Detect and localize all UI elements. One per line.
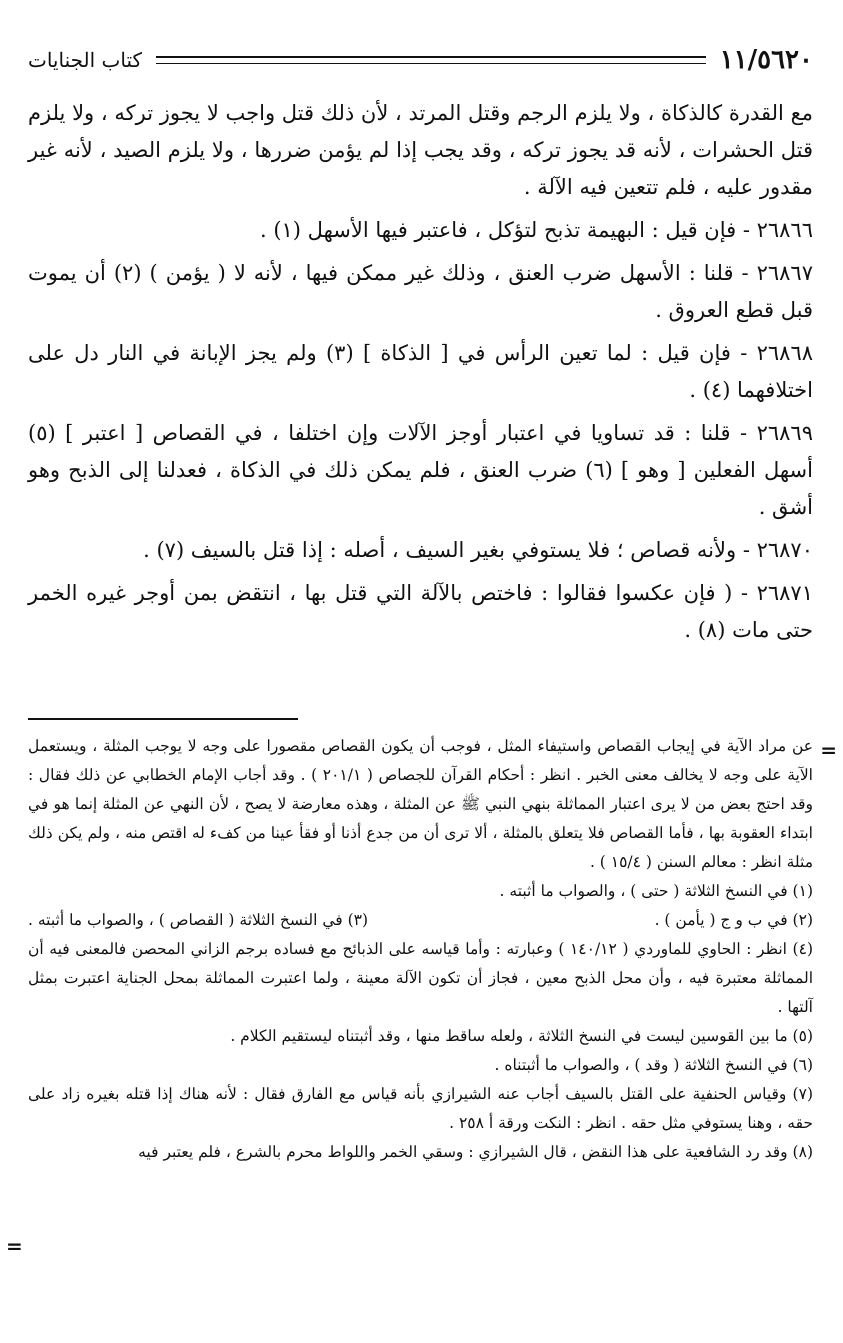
header-rule [156, 56, 706, 64]
running-header [28, 40, 813, 80]
footnote-6: (٦) في النسخ الثلاثة ( وقد ) ، والصواب ما أثبتناه . [494, 1056, 813, 1074]
footnote-7: (٧) وقياس الحنفية على القتل بالسيف أجاب عنه الشيرازي بأنه قياس مع الفارق فقال : لأنه هناك إذا قتله بغيره زاد على حقه ، وهنا يستوفي مثل حقه . انظر : النكت ورقة أ ٢٥٨ . [28, 1085, 813, 1132]
footnote-continued: عن مراد الآية في إيجاب القصاص واستيفاء المثل ، فوجب أن يكون القصاص مقصورا على وجه لا يوجب المثلة ، ويستعمل الآية على وجه لا يخالف معنى الخبر . انظر : أحكام القرآن للجصاص ( ٢٠١/١ ) . وقد أجاب الإمام الخطابي عن ذلك فقال : وقد احتج بعض من لا يرى اعتبار المماثلة بنهي النبي ﷺ عن المثلة ، وهذه معارضة لا يصح ، لأن النهي عن المثلة إنما هو في ابتداء العقوبة بها ، فأما القصاص فلا يتعلق بالمثلة ، ألا ترى أن من جدع أذنا أو فقأ عينا من كفء له اقتص منه ، ولم يكن ذلك مثلة انظر : معالم السنن ( ١٥/٤ ) . [28, 737, 813, 871]
footnote-separator [28, 718, 298, 720]
continuation-mark: = [820, 738, 837, 762]
footnotes [28, 732, 813, 1167]
paragraph: ٢٦٨٧٠ - ولأنه قصاص ؛ فلا يستوفي بغير السيف ، أصله : إذا قتل بالسيف (٧) . [143, 538, 813, 562]
paragraph: ٢٦٨٦٦ - فإن قيل : البهيمة تذبح لتؤكل ، فاعتبر فيها الأسهل (١) . [259, 218, 813, 242]
footnote-2: (٢) في ب و ج ( يأمن ) . [654, 911, 813, 929]
folio-number: ١١/٥٦٢٠ [719, 45, 813, 75]
footnote-1: (١) في النسخ الثلاثة ( حتى ) ، والصواب ما أثبته . [499, 882, 813, 900]
paragraph: ٢٦٨٦٧ - قلنا : الأسهل ضرب العنق ، وذلك غير ممكن فيها ، لأنه لا ( يؤمن ) (٢) أن يموت قبل قطع العروق . [28, 261, 813, 322]
paragraph: ٢٦٨٧١ - ( فإن عكسوا فقالوا : فاختص بالآلة التي قتل بها ، انتقض بمن أوجر غيره الخمر حتى مات (٨) . [28, 581, 813, 642]
paragraph: مع القدرة كالذكاة ، ولا يلزم الرجم وقتل المرتد ، لأن ذلك قتل واجب لا يجوز تركه ، ولا يلزم قتل الحشرات ، لأنه قد يجوز تركه ، وقد يجب إذا لم يؤمن ضررها ، ولا يلزم الصيد ، لأنه غير مقدور عليه ، فلم تتعين فيه الآلة . [28, 101, 813, 199]
book-title: كتاب الجنايات [28, 48, 143, 72]
footnote-8: (٨) وقد رد الشافعية على هذا النقض ، قال الشيرازي : وسقي الخمر واللواط محرم بالشرع ، فلم يعتبر فيه [138, 1143, 813, 1161]
main-text [28, 95, 813, 655]
footnote-row [28, 906, 813, 935]
continuation-mark: = [6, 1234, 23, 1258]
footnote-4: (٤) انظر : الحاوي للماوردي ( ١٤٠/١٢ ) وعبارته : وأما قياسه على الذبائح مع فساده برجم الزاني المحصن فالمعنى فيه أن المماثلة معتبرة فيه ، وأن محل الذبح معين ، فجاز أن تكون الآلة معينة ، ولما اعتبرت المماثلة بمحل الجناية اعتبرت بمثل آلتها . [28, 940, 813, 1016]
footnote-3: (٣) في النسخ الثلاثة ( القصاص ) ، والصواب ما أثبته . [28, 911, 369, 929]
footnote-5: (٥) ما بين القوسين ليست في النسخ الثلاثة ، ولعله ساقط منها ، وقد أثبتناه ليستقيم الكلام . [230, 1027, 813, 1045]
paragraph: ٢٦٨٦٨ - فإن قيل : لما تعين الرأس في [ الذكاة ] (٣) ولم يجز الإبانة في النار دل على اختلافهما (٤) . [28, 341, 814, 402]
paragraph: ٢٦٨٦٩ - قلنا : قد تساويا في اعتبار أوجز الآلات وإن اختلفا ، في القصاص [ اعتبر ] (٥) أسهل الفعلين [ وهو ] (٦) ضرب العنق ، فلم يمكن ذلك في الذكاة ، فعدلنا إلى الذبح وهو أشق . [28, 421, 813, 519]
